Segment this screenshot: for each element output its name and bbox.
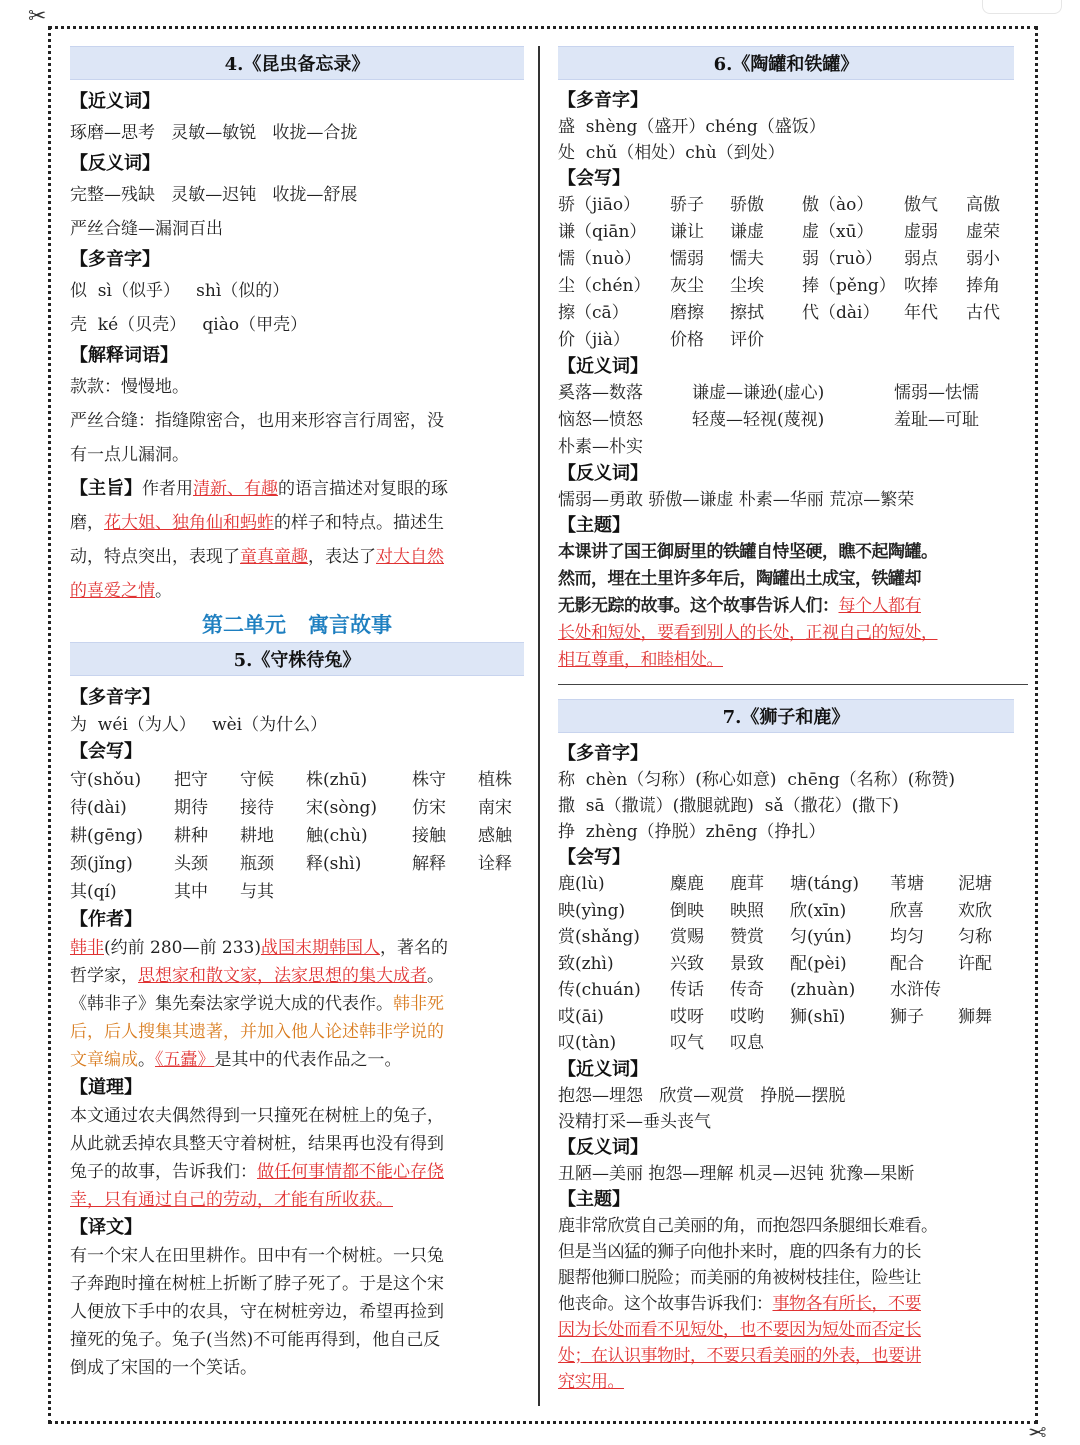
lesson7-ant-label: 【反义词】 (558, 1136, 648, 1158)
grid-cell: 仿宋 (412, 798, 446, 818)
grid-cell: 弱小 (966, 249, 1000, 269)
lesson6-poly-label: 【多音字】 (558, 90, 648, 111)
grid-cell: (zhuàn) (790, 980, 856, 1000)
grid-row (70, 850, 524, 878)
theme-text: 他丧命。这个故事告诉我们： (558, 1293, 773, 1314)
lesson4-title: 4.《昆虫备忘录》 (70, 46, 524, 80)
lesson5-write-label: 【会写】 (70, 741, 142, 762)
lesson4-synonyms: 琢磨—思考 灵敏—敏锐 收拢—合拢 (70, 123, 358, 143)
grid-cell: 傲气 (904, 195, 938, 215)
grid-row (70, 878, 524, 906)
translation-line: 有一个宋人在田里耕作。田中有一个树桩。一只兔 (70, 1246, 444, 1266)
theme-bold-text: 无影无踪的故事。这个故事告诉人们： (558, 596, 839, 616)
grid-row (558, 1004, 1028, 1031)
grid-cell: 懦夫 (730, 249, 764, 269)
lesson7-poly-line: 称 chèn（匀称）(称心如意) chēng（名称）(称赞) (558, 770, 955, 790)
page-corner-tab (982, 0, 1062, 14)
grid-cell: 耕(gēng) (70, 826, 144, 846)
grid-cell: 欣(xīn) (790, 900, 847, 921)
reason-highlight: 做任何事情都不能心存侥 (257, 1162, 444, 1182)
grid-cell: 感触 (478, 826, 512, 846)
grid-cell: 哎(āi) (558, 1006, 604, 1027)
theme-bold-line: 本课讲了国王御厨里的铁罐自恃坚硬，瞧不起陶罐。 (558, 542, 938, 562)
grid-cell: 许配 (958, 953, 992, 974)
grid-cell: 懦弱 (670, 249, 704, 269)
theme-highlight: 清新、有趣 (193, 479, 278, 499)
grid-cell: 接触 (412, 826, 446, 846)
grid-cell: 年代 (904, 303, 938, 323)
lesson5-reason (70, 1102, 524, 1214)
theme-highlight: 相互尊重，和睦相处。 (558, 650, 723, 670)
lesson4-explain-label: 【解释词语】 (70, 345, 178, 366)
theme-text: 的语言描述对复眼的琢 (278, 479, 448, 499)
grid-cell: 谦让 (670, 222, 704, 242)
grid-row (558, 246, 1028, 273)
grid-cell: 灰尘 (670, 276, 704, 296)
grid-cell: 叹(tàn) (558, 1033, 617, 1053)
grid-cell: 其(qí) (70, 882, 117, 902)
reason-text: 从此就丢掉农具整天守着树桩，结果再也没有得到 (70, 1134, 444, 1154)
translation-line: 撞死的兔子。兔子(当然)不可能再得到，他自己反 (70, 1330, 441, 1350)
theme-highlight: 每个人都有 (838, 596, 921, 616)
lesson5-author-label: 【作者】 (70, 909, 142, 930)
theme-line: 但是当凶猛的狮子向他扑来时，鹿的四条有力的长 (558, 1241, 921, 1262)
lesson6-write-table (558, 192, 1028, 354)
synonym-row (558, 434, 1028, 461)
grid-cell: 守候 (240, 770, 274, 790)
grid-cell: 塘(táng) (790, 874, 860, 894)
grid-cell: 致(zhì) (558, 953, 614, 974)
grid-cell: 赏(shǎng) (558, 927, 640, 947)
author-text: 是其中的代表作品之一。 (214, 1050, 402, 1070)
grid-cell: 释(shì) (306, 854, 362, 874)
lesson6-syn-label: 【近义词】 (558, 356, 648, 377)
translation-line: 倒成了宋国的一个笑话。 (70, 1358, 257, 1378)
lesson7-write-table (558, 871, 1028, 1057)
grid-cell: 株(zhū) (306, 770, 368, 790)
grid-cell: 接待 (240, 798, 274, 818)
grid-cell: 代（dài） (802, 303, 880, 323)
grid-cell: 均匀 (890, 927, 924, 947)
lesson6-antonyms: 懦弱—勇敢 骄傲—谦虚 朴素—华丽 荒凉—繁荣 (558, 490, 915, 510)
grid-cell: 傲（ào） (802, 195, 874, 215)
grid-cell: 哎哟 (730, 1006, 764, 1027)
grid-cell: 守(shǒu) (70, 770, 142, 790)
scissors-icon-bottom: ✂ (1028, 1418, 1047, 1443)
lesson6-theme-label: 【主题】 (558, 515, 630, 536)
lesson4-explain-line: 款款：慢慢地。 (70, 377, 189, 397)
lesson5-write-table (70, 766, 524, 906)
lesson4-synonyms-label: 【近义词】 (70, 91, 160, 112)
grid-cell: 宋(sòng) (306, 798, 378, 818)
grid-cell: 耕地 (240, 826, 274, 846)
translation-line: 人便放下手中的农具，守在树桩旁边，希望再捡到 (70, 1302, 444, 1322)
synonym-cell (692, 434, 894, 461)
author-text: 。 (427, 966, 444, 986)
theme-text: 动，特点突出，表现了 (70, 547, 240, 567)
grid-cell: 待(dài) (70, 798, 127, 818)
grid-cell (802, 327, 904, 354)
lesson6-title: 6.《陶罐和铁罐》 (558, 46, 1014, 80)
lesson6-poly-line: 处 chǔ（相处）chù（到处） (558, 143, 785, 163)
lesson4-poly-line: 壳 ké（贝壳） qiào（甲壳） (70, 315, 308, 335)
grid-row (558, 300, 1028, 327)
grid-row (558, 1030, 1028, 1057)
grid-cell: 南宋 (478, 798, 512, 818)
reason-text: 本文通过农夫偶然得到一只撞死在树桩上的兔子， (70, 1106, 444, 1126)
theme-highlight: 因为长处而看不见短处，也不要因为短处而否定长 (558, 1319, 921, 1340)
grid-cell (958, 1030, 1018, 1057)
grid-cell: 谦（qiān） (558, 222, 647, 242)
grid-cell: 赞赏 (730, 927, 764, 947)
grid-cell: 水浒传 (890, 980, 941, 1000)
lesson6-write-label: 【会写】 (558, 168, 630, 189)
author-orange: 文章编成 (70, 1050, 138, 1070)
grid-cell: 诠释 (478, 854, 512, 874)
grid-cell: 叹气 (670, 1033, 704, 1053)
grid-cell: 评价 (730, 330, 764, 350)
grid-cell: 传奇 (730, 980, 764, 1000)
lesson4-theme (70, 472, 524, 608)
grid-cell (904, 327, 966, 354)
grid-cell: 狮(shī) (790, 1006, 846, 1027)
theme-text: 的样子和特点。描述生 (274, 513, 444, 533)
lesson7-antonyms: 丑陋—美丽 抱怨—理解 机灵—迟钝 犹豫—果断 (558, 1163, 915, 1184)
lesson5-title: 5.《守株待兔》 (70, 642, 524, 676)
theme-highlight: 花大姐、独角仙和蚂蚱 (104, 513, 274, 533)
reason-highlight: 幸，只有通过自己的劳动，才能有所收获。 (70, 1190, 393, 1210)
lesson7-theme-label: 【主题】 (558, 1188, 630, 1210)
lesson7-poly-label: 【多音字】 (558, 743, 648, 764)
grid-cell: 狮舞 (958, 1006, 992, 1027)
grid-row (558, 871, 1028, 898)
lesson4-poly-label: 【多音字】 (70, 249, 160, 270)
grid-cell: 弱（ruò） (802, 249, 883, 269)
grid-cell: 尘（chén） (558, 276, 651, 296)
grid-cell: 匀称 (958, 927, 992, 947)
grid-cell: 景致 (730, 953, 764, 974)
grid-cell: 骄傲 (730, 195, 764, 215)
grid-cell: 配(pèi) (790, 953, 847, 974)
lesson6-synonym-table (558, 380, 1028, 461)
theme-text: 作者用 (142, 479, 193, 499)
theme-bold-line: 然而，埋在土里许多年后，陶罐出土成宝，铁罐却 (558, 569, 921, 589)
grid-cell: 懦（nuò） (558, 249, 642, 269)
grid-cell: 赏赐 (670, 927, 704, 947)
author-text: 。 (138, 1050, 155, 1070)
grid-row (558, 273, 1028, 300)
grid-row (558, 327, 1028, 354)
grid-cell: 瓶颈 (240, 854, 274, 874)
theme-text: ，表达了 (308, 547, 376, 567)
author-text: 《韩非子》集先秦法家学说大成的代表作。 (70, 994, 393, 1014)
lesson7-syn-line: 抱怨—埋怨 欣赏—观赏 挣脱—摆脱 (558, 1085, 846, 1106)
grid-cell (890, 1030, 958, 1057)
lesson4-explain-line: 有一点儿漏洞。 (70, 445, 189, 465)
grid-cell: 吹捧 (904, 276, 938, 296)
lesson5-reason-label: 【道理】 (70, 1077, 142, 1098)
scissors-icon: ✂ (28, 4, 47, 29)
author-highlight: 韩非 (70, 938, 104, 958)
grid-cell: 虚荣 (966, 222, 1000, 242)
author-orange: 韩非死 (393, 994, 444, 1014)
grid-cell (306, 878, 412, 906)
grid-cell: 映照 (730, 900, 764, 921)
right-column (558, 46, 1028, 1395)
lesson6-poly-line: 盛 shèng（盛开）chéng（盛饭） (558, 117, 826, 137)
lesson7-syn-line: 没精打采—垂头丧气 (558, 1111, 711, 1132)
grid-row (558, 951, 1028, 978)
grid-cell: 擦拭 (730, 303, 764, 323)
theme-highlight: 究实用。 (558, 1371, 624, 1392)
lesson7-poly-line: 挣 zhèng（挣脱）zhēng（挣扎） (558, 822, 826, 842)
grid-cell: 泥塘 (958, 874, 992, 894)
grid-cell: 虚（xū） (802, 222, 874, 242)
grid-cell: 虚弱 (904, 222, 938, 242)
theme-highlight: 处；在认识事物时，不要只看美丽的外表，也要讲 (558, 1345, 921, 1366)
lesson4-antonyms-line: 完整—残缺 灵敏—迟钝 收拢—舒展 (70, 185, 358, 205)
grid-cell: 欢欣 (958, 900, 992, 921)
grid-cell: 欣喜 (890, 900, 924, 921)
grid-cell: 期待 (174, 798, 208, 818)
synonym-cell: 奚落—数落 (558, 383, 643, 403)
theme-line: 腿帮他狮口脱险；而美丽的角被树枝挂住，险些让 (558, 1267, 921, 1288)
reason-text: 兔子的故事，告诉我们： (70, 1162, 257, 1182)
grid-cell: 颈(jǐng) (70, 854, 133, 874)
theme-bold-line (558, 593, 1028, 620)
author-highlight: 思想家和散文家，法家思想的集大成者 (138, 966, 427, 986)
lesson5-author (70, 934, 524, 1074)
grid-cell: 价（jià） (558, 330, 630, 350)
grid-cell: 传(chuán) (558, 980, 641, 1000)
grid-cell: 株守 (412, 770, 446, 790)
lesson7-syn-label: 【近义词】 (558, 1058, 648, 1080)
theme-highlight: 事物各有所长，不要 (772, 1293, 921, 1314)
grid-cell: 叹息 (730, 1033, 764, 1053)
grid-cell: 高傲 (966, 195, 1000, 215)
grid-cell: 鹿(lù) (558, 874, 605, 894)
synonym-cell: 朴素—朴实 (558, 437, 643, 457)
grid-row (558, 977, 1028, 1004)
grid-cell: 捧角 (966, 276, 1000, 296)
grid-cell: 把守 (174, 770, 208, 790)
grid-cell: 苇塘 (890, 874, 924, 894)
grid-cell (966, 327, 1022, 354)
author-highlight: 《五蠹》 (155, 1050, 215, 1070)
grid-cell: 古代 (966, 303, 1000, 323)
grid-row (70, 822, 524, 850)
lesson4-poly-line: 似 sì（似乎） shì（似的） (70, 281, 290, 301)
lesson6-theme (558, 539, 1028, 674)
grid-cell (790, 1030, 890, 1057)
theme-highlight: 的喜爱之情 (70, 581, 155, 601)
grid-cell: 兴致 (670, 953, 704, 974)
left-column (70, 46, 524, 1382)
grid-cell: 骄子 (670, 195, 704, 215)
grid-cell: 耕种 (174, 826, 208, 846)
lesson5-translation-label: 【译文】 (70, 1217, 142, 1238)
grid-cell: 其中 (174, 882, 208, 902)
grid-cell: 触(chù) (306, 826, 368, 846)
theme-highlight: 长处和短处，要看到别人的长处，正视自己的短处， (558, 623, 938, 643)
grid-cell (412, 878, 478, 906)
synonym-cell (894, 434, 1024, 461)
translation-line: 子奔跑时撞在树桩上折断了脖子死了。于是这个宋 (70, 1274, 444, 1294)
theme-line: 鹿非常欣赏自己美丽的角，而抱怨四条腿细长难看。 (558, 1215, 938, 1236)
grid-row (70, 766, 524, 794)
author-highlight: 战国末期韩国人 (260, 938, 380, 958)
lesson7-poly-line: 撒 sā（撒谎）(撒腿就跑) sǎ（撒花）(撒下) (558, 796, 899, 816)
lesson4-theme-label: 【主旨】 (70, 478, 142, 499)
lesson4-antonyms-label: 【反义词】 (70, 153, 160, 174)
grid-cell: 映(yìng) (558, 900, 626, 921)
grid-cell: 配合 (890, 953, 924, 974)
author-text: ，著名的 (379, 938, 448, 958)
grid-row (70, 794, 524, 822)
grid-row (558, 192, 1028, 219)
grid-row (558, 219, 1028, 246)
grid-cell (958, 977, 1018, 1004)
lesson4-antonyms-line: 严丝合缝—漏洞百出 (70, 219, 223, 239)
author-text: (约前 280—前 233) (104, 938, 261, 958)
grid-cell: 植株 (478, 770, 512, 790)
author-text: 哲学家， (70, 966, 138, 986)
grid-cell: 麋鹿 (670, 874, 704, 894)
grid-cell: 与其 (240, 882, 274, 902)
grid-cell: 匀(yún) (790, 927, 852, 947)
grid-cell (478, 878, 524, 906)
grid-cell: 弱点 (904, 249, 938, 269)
theme-text: 。 (155, 581, 172, 601)
theme-text: 磨， (70, 513, 104, 533)
grid-cell: 谦虚 (730, 222, 764, 242)
grid-cell: 擦（cā） (558, 303, 629, 323)
grid-cell: 倒映 (670, 900, 704, 921)
grid-cell: 鹿茸 (730, 874, 764, 894)
lesson5-poly: 为 wéi（为人） wèi（为什么） (70, 715, 328, 735)
synonym-row (558, 380, 1028, 407)
synonym-cell: 轻蔑—轻视(蔑视) (692, 410, 825, 430)
author-orange: 后，后人搜集其遗著，并加入他人论述韩非学说的 (70, 1022, 444, 1042)
lesson6-ant-label: 【反义词】 (558, 463, 648, 484)
synonym-cell: 羞耻—可耻 (894, 410, 979, 430)
lesson5-poly-label: 【多音字】 (70, 687, 160, 708)
grid-cell: 头颈 (174, 854, 208, 874)
lesson7-title: 7.《狮子和鹿》 (558, 699, 1014, 733)
lesson7-write-label: 【会写】 (558, 847, 630, 868)
grid-cell: 磨擦 (670, 303, 704, 323)
grid-row (558, 924, 1028, 951)
synonym-cell: 恼怒—愤怒 (558, 410, 643, 430)
synonym-cell: 谦虚—谦逊(虚心) (692, 383, 825, 403)
grid-row (558, 898, 1028, 925)
column-divider (538, 46, 540, 1406)
grid-cell: 哎呀 (670, 1006, 704, 1027)
lesson7-theme (558, 1213, 1028, 1395)
grid-cell: 狮子 (890, 1006, 924, 1027)
grid-cell: 尘埃 (730, 276, 764, 296)
grid-cell: 骄（jiāo） (558, 195, 641, 215)
theme-highlight: 对大自然 (376, 547, 444, 567)
synonym-row (558, 407, 1028, 434)
grid-cell: 捧（pěng） (802, 276, 896, 296)
lesson4-explain-line: 严丝合缝：指缝隙密合，也用来形容言行周密，没 (70, 411, 444, 431)
section-divider (558, 684, 1028, 685)
grid-cell: 传话 (670, 980, 704, 1000)
grid-cell: 价格 (670, 330, 704, 350)
synonym-cell: 懦弱—怯懦 (894, 383, 979, 403)
unit-heading: 第二单元 寓言故事 (202, 613, 392, 637)
theme-line (558, 1291, 1028, 1317)
grid-cell: 解释 (412, 854, 446, 874)
theme-highlight: 童真童趣 (240, 547, 308, 567)
